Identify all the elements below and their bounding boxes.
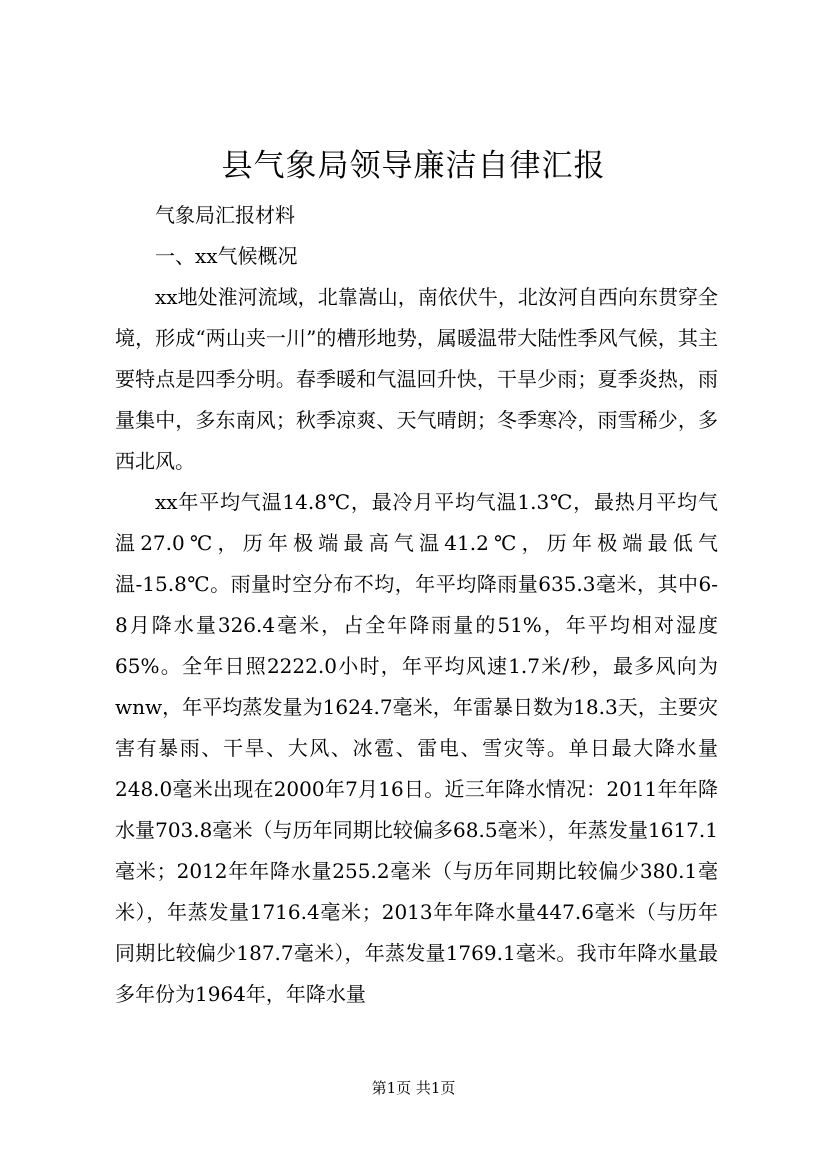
document-subtitle: 气象局汇报材料	[155, 203, 295, 227]
section-heading: 一、xx气候概况	[155, 244, 298, 268]
page-footer: 第1页 共1页	[371, 1079, 456, 1097]
paragraph-climate-overview: xx地处淮河流域，北靠嵩山，南依伏牛，北汝河自西向东贯穿全境，形成“两山夹一川”的槽形地势，属暖温带大陆性季风气候，其主要特点是四季分明。春季暖和气温回升快，干旱少雨；夏季炎热，雨量集中，多东南风；秋季凉爽、天气晴朗；冬季寒冷，雨雪稀少，多西北风。	[115, 285, 718, 473]
paragraph-climate-statistics: xx年平均气温14.8℃，最冷月平均气温1.3℃，最热月平均气温27.0℃，历年极端最高气温41.2℃，历年极端最低气温-15.8℃。雨量时空分布不均，年平均降雨量635.3毫米，其中6-8月降水量326.4毫米，占全年降雨量的51%，年平均相对湿度65%。全年日照2222.0小时，年平均风速1.7米/秒，最多风向为wnw，年平均蒸发量为1624.7毫米，年雷暴日数为18.3天，主要灾害有暴雨、干旱、大风、冰雹、雷电、雪灾等。单日最大降水量248.0毫米出现在2000年7月16日。近三年降水情况：2011年年降水量703.8毫米（与历年同期比较偏多68.5毫米），年蒸发量1617.1毫米；2012年年降水量255.2毫米（与历年同期比较偏少380.1毫米），年蒸发量1716.4毫米；2013年年降水量447.6毫米（与历年同期比较偏少187.7毫米），年蒸发量1769.1毫米。我市年降水量最多年份为1964年，年降水量	[115, 490, 718, 1006]
document-title: 县气象局领导廉洁自律汇报	[221, 148, 606, 184]
